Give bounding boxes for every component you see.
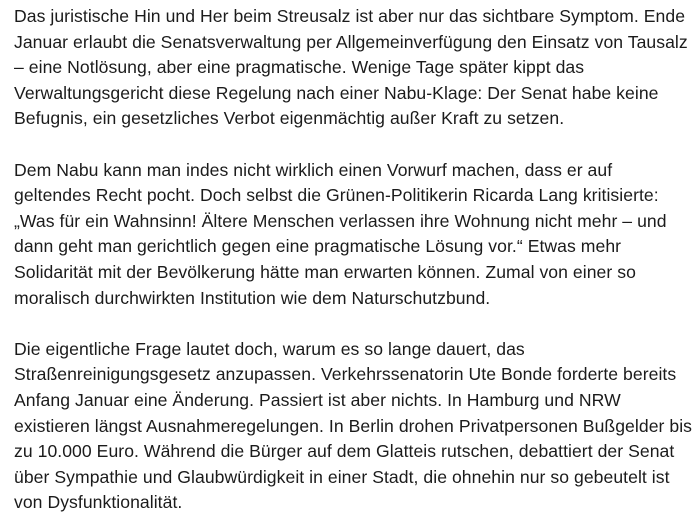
text-line: Straßenreinigungsgesetz anzupassen. Verkehrssenatorin Ute Bonde forderte bereits [14, 364, 677, 385]
text-line: von Dysfunktionalität. [14, 492, 183, 513]
paragraph-2 [14, 158, 686, 312]
text-line: zu 10.000 Euro. Während die Bürger auf dem Glatteis rutschen, debattiert der Senat [14, 441, 675, 462]
text-line: Die eigentliche Frage lautet doch, warum es so lange dauert, das [14, 338, 525, 359]
text-line: Solidarität mit der Bevölkerung hätte man erwarten können. Zumal von einer so [14, 261, 636, 282]
text-line: moralisch durchwirkten Institution wie dem Naturschutzbund. [14, 287, 491, 308]
article-body [14, 4, 693, 516]
text-line: Das juristische Hin und Her beim Streusalz ist aber nur das sichtbare Symptom. Ende [14, 6, 686, 26]
text-line: Januar erlaubt die Senatsverwaltung per Allgemeinverfügung den Einsatz von Tausalz [14, 31, 688, 52]
text-line: Dem Nabu kann man indes nicht wirklich einen Vorwurf machen, dass er auf [14, 159, 613, 180]
text-line: existieren längst Ausnahmeregelungen. In Berlin drohen Privatpersonen Bußgelder bis [14, 415, 693, 436]
text-line: geltendes Recht pocht. Doch selbst die Grünen-Politikerin Ricarda Lang kritisierte: [14, 185, 659, 206]
text-line: Verwaltungsgericht diese Regelung nach einer Nabu-Klage: Der Senat habe keine [14, 82, 659, 103]
text-line: dann geht man gerichtlich gegen eine pragmatische Lösung vor.“ Etwas mehr [14, 236, 622, 257]
text-line: Anfang Januar eine Änderung. Passiert ist aber nichts. In Hamburg und NRW [14, 389, 621, 410]
paragraph-3 [14, 337, 693, 516]
text-line: über Sympathie und Glaubwürdigkeit in einer Stadt, die ohnehin nur so gebeutelt ist [14, 466, 670, 487]
text-line: – eine Notlösung, aber eine pragmatische. Wenige Tage später kippt das [14, 57, 585, 78]
paragraph-1 [14, 4, 686, 132]
text-line: „Was für ein Wahnsinn! Ältere Menschen verlassen ihre Wohnung nicht mehr – und [14, 210, 667, 231]
text-line: Befugnis, ein gesetzliches Verbot eigenmächtig außer Kraft zu setzen. [14, 108, 565, 129]
